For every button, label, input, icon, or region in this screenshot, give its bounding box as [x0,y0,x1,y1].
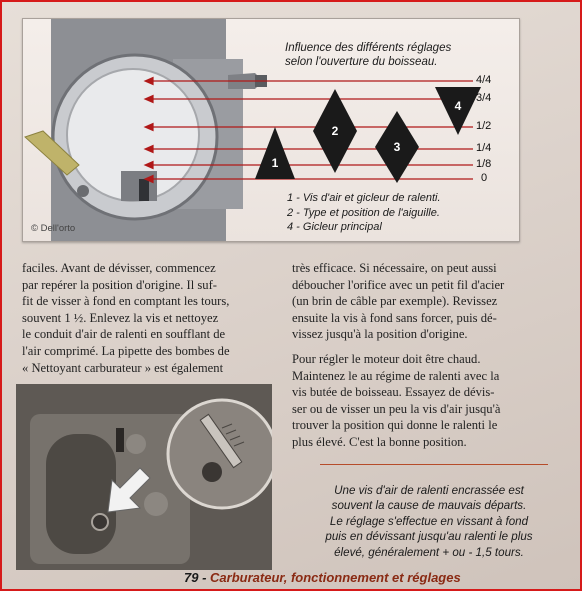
text-line: (un brin de câble par exemple). Revissez [292,294,498,309]
diagram-title-line: selon l'ouverture du boisseau. [285,56,438,68]
text-line: Maintenez le au régime de ralenti avec la [292,368,500,383]
right-paragraph-1 [292,260,538,343]
level-label-0: 0 [481,172,488,184]
legend-item: 4 - Gicleur principal [287,221,382,233]
note-separator [320,464,548,465]
text-line: déboucher l'orifice avec un petit fil d'acier [292,277,505,292]
text-line: souvent 1 ½. Enlevez la vis et nettoyez [22,310,219,325]
diagram-title-line: Influence des différents réglages [285,42,452,54]
page-footer [184,570,461,585]
air-screw-hole [92,514,108,530]
text-line: Pour régler le moteur doit être chaud. [292,351,481,366]
marker-number-3: 3 [393,140,401,154]
marker-triangle-1 [255,127,295,179]
note-line: Une vis d'air de ralenti encrassée est [334,484,524,497]
note-line: Le réglage s'effectue en vissant à fond [329,514,529,528]
text-line: très efficace. Si nécessaire, on peut aussi [292,261,497,275]
right-paragraph-2 [292,351,538,451]
marker-number-4: 4 [454,99,462,113]
note-line: souvent la cause de mauvais départs. [331,499,527,513]
text-line: le conduit d'air de ralenti en soufflant de [22,327,226,342]
level-label-4-4: 4/4 [476,74,492,86]
marker-number-1: 1 [271,156,279,170]
diagram-legend [287,191,441,235]
jet-screw [139,179,149,201]
inset-hole [202,462,222,482]
note-line: puis en dévissant jusqu'au ralenti le plus [325,530,533,544]
text-line: plus élevé. C'est la bonne position. [292,434,467,449]
carburetor-diagram [22,18,520,242]
page-number: 79 [184,570,199,585]
casting-boss [144,492,168,516]
level-label-1-2: 1/2 [476,120,492,132]
right-column-text [292,260,538,451]
text-line: faciles. Avant de dévisser, commencez [22,261,216,275]
carburetor-bore [46,434,116,554]
level-label-1-8: 1/8 [476,158,492,170]
text-line: fit de visser à fond en comptant les tours, [22,294,230,309]
image-credit: © Dell'orto [31,223,76,234]
footer-separator: - [198,570,211,585]
text-line: ensuite la vis à fond sans forcer, puis dé- [292,310,497,325]
level-label-3-4: 3/4 [476,92,492,104]
book-page [2,2,580,589]
text-line: par repérer la position d'origine. Il suf- [22,277,217,292]
photo-screw [116,428,124,452]
marker-number-2: 2 [331,124,339,138]
caption-note [298,483,560,560]
legend-item: 2 - Type et position de l'aiguille. [287,206,440,219]
legend-item: 1 - Vis d'air et gicleur de ralenti. [287,192,441,204]
text-line: « Nettoyant carburateur » est également [22,360,224,375]
text-line: vissez jusqu'à la position d'origine. [292,327,468,342]
chapter-title: Carburateur, fonctionnement et réglages [210,570,461,585]
casting-boss [126,434,146,454]
text-line: vis butée de boisseau. Essayez de dévis- [292,385,495,400]
text-line: trouver la position qui donne le ralenti le [292,418,498,433]
mount-bolt [77,185,89,197]
note-line: élevé, généralement + ou - 1,5 tours. [334,545,524,559]
carburetor-photo-illustration [16,384,272,570]
text-line: l'air comprimé. La pipette des bombes de [22,343,230,358]
text-line: ser ou de visser un peu la vis d'air jusqu'à [292,401,501,416]
zoom-inset [168,400,272,508]
diagram-title [285,41,511,69]
left-paragraph [22,260,270,376]
level-label-1-4: 1/4 [476,142,492,154]
carburetor-photo [16,384,272,570]
left-column-text [22,260,270,376]
